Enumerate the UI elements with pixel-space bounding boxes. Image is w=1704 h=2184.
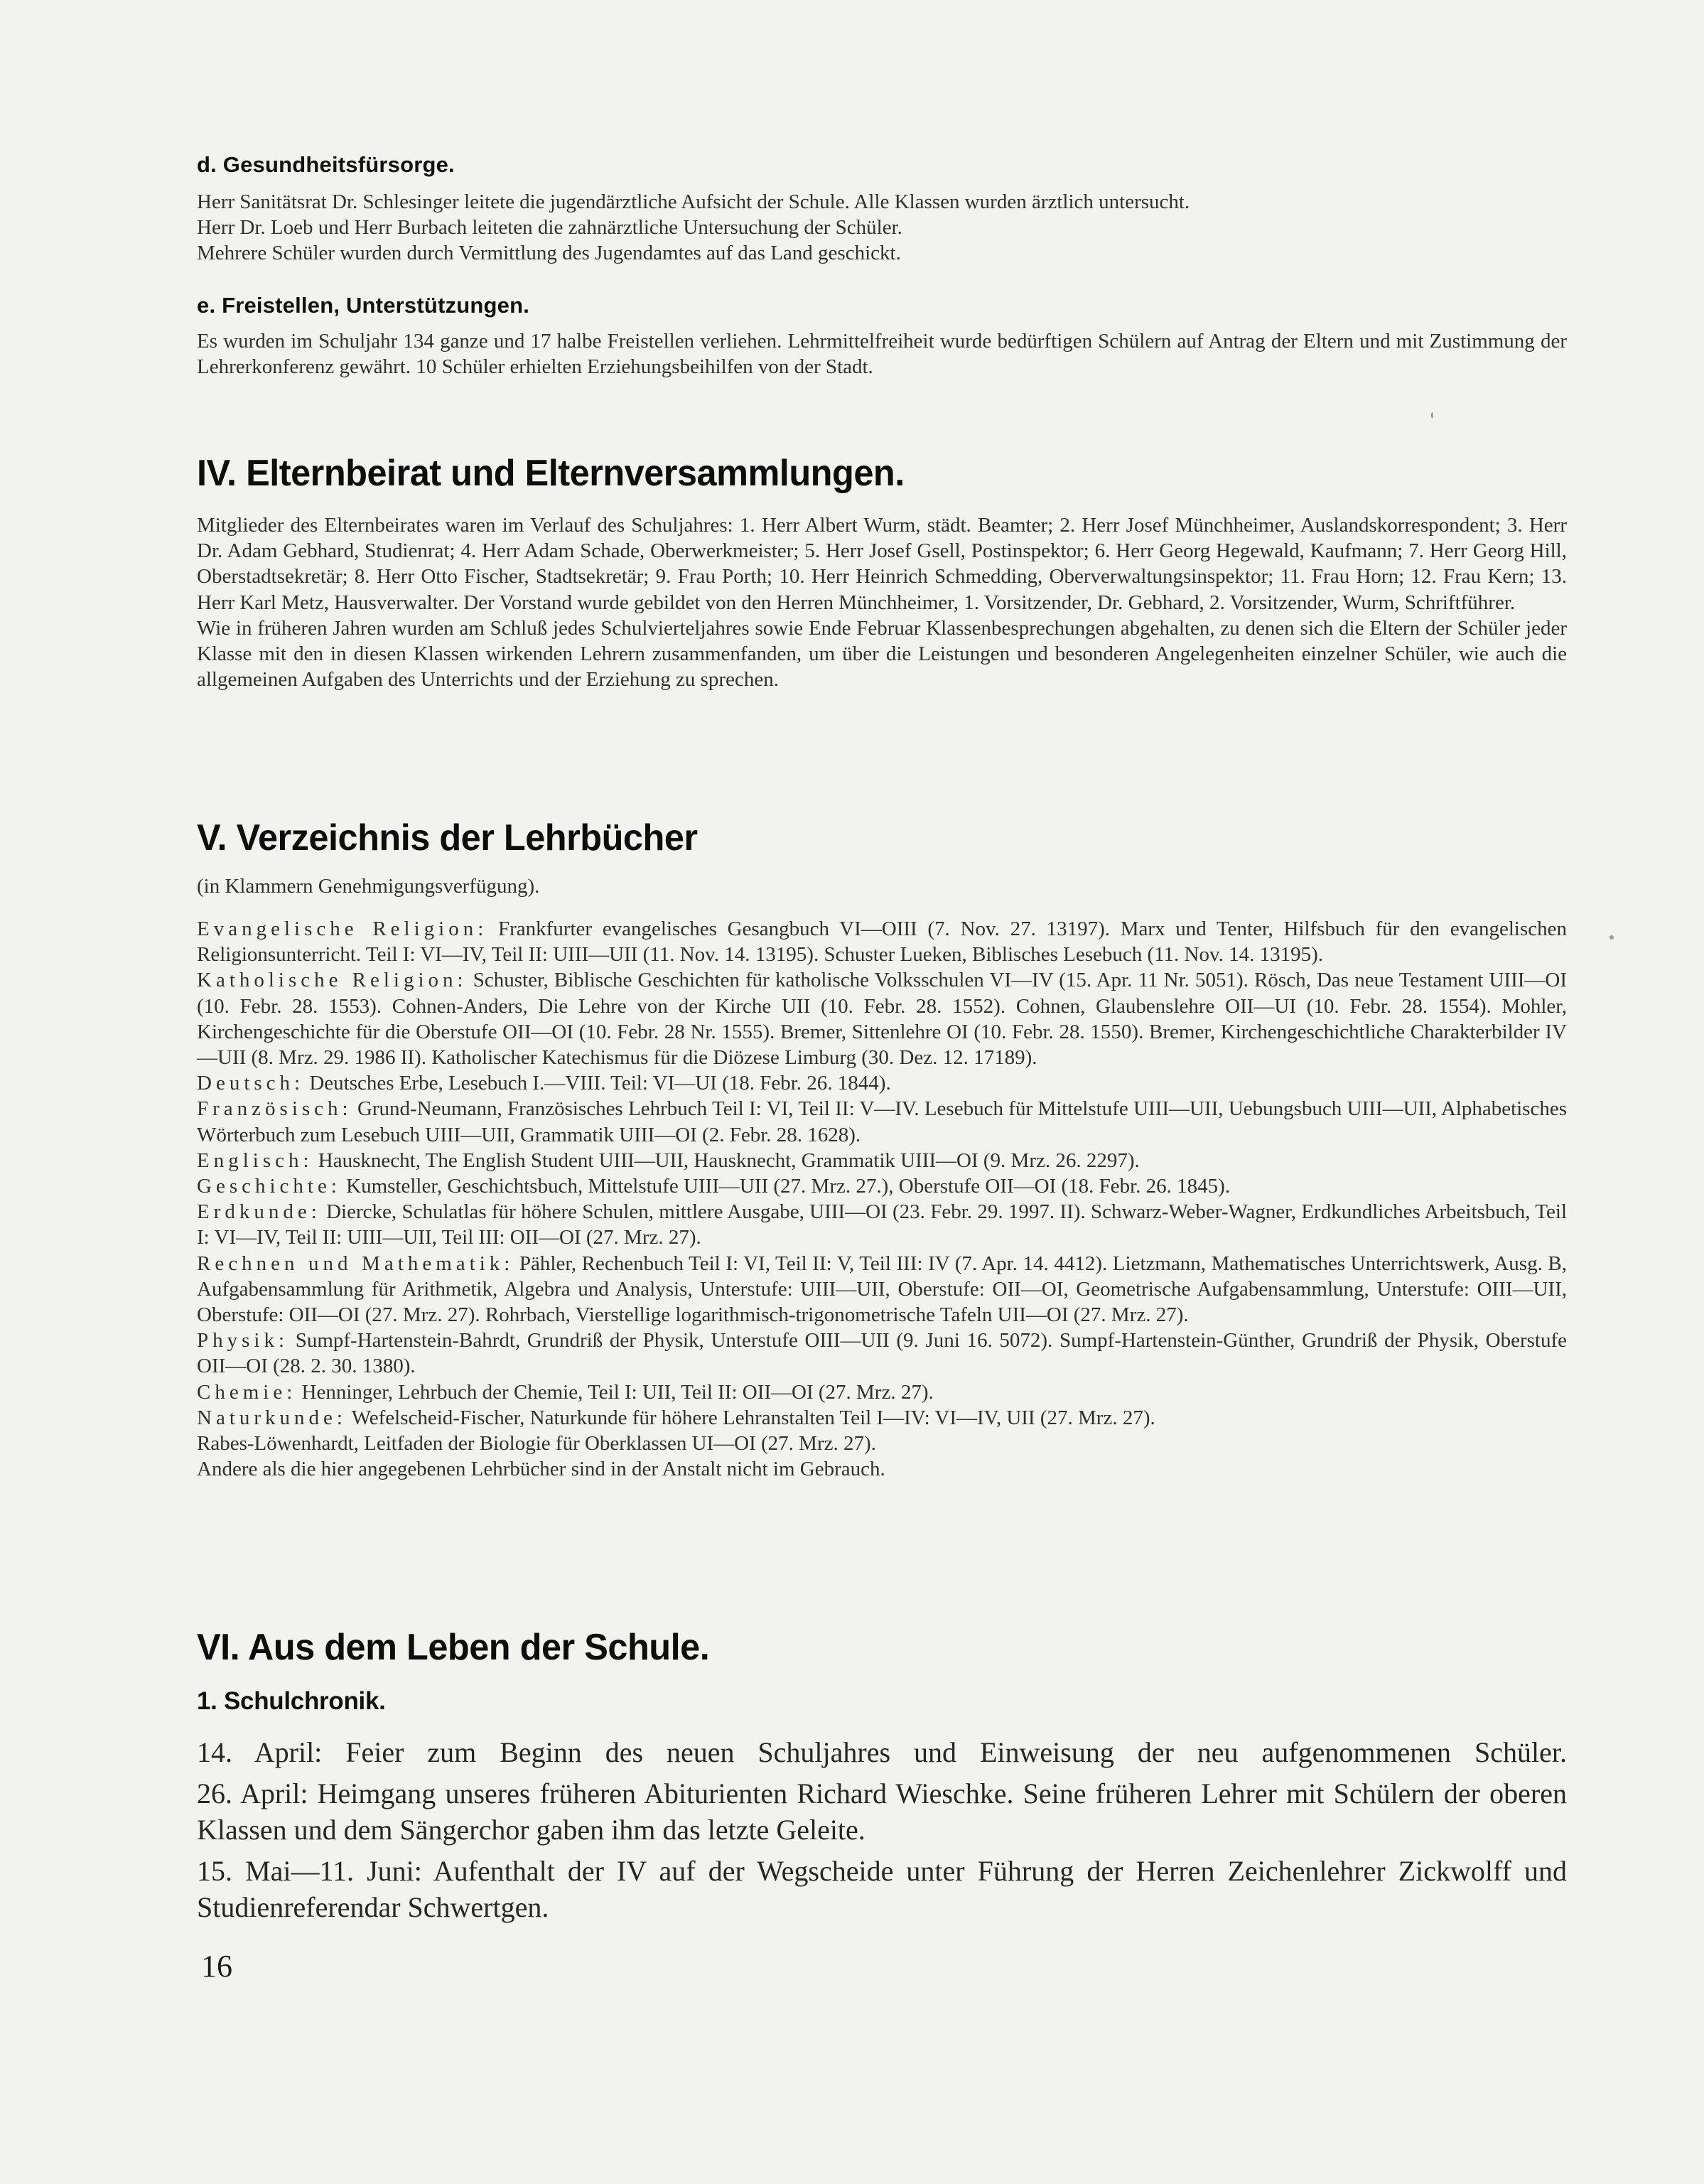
textbook-entry-naturkunde — [197, 1405, 1567, 1431]
textbook-entry-katholische-religion — [197, 967, 1567, 1070]
section-vi-heading: VI. Aus dem Leben der Schule. — [197, 1627, 710, 1668]
entry-text: Henninger, Lehrbuch der Chemie, Teil I: UII, Teil II: OII—OI (27. Mrz. 27). — [296, 1380, 934, 1404]
entry-text: Hausknecht, The English Student UIII—UII, Hausknecht, Grammatik UIII—OI (9. Mrz. 26. 2297). — [313, 1149, 1140, 1172]
subject-label: Chemie: — [197, 1380, 297, 1404]
school-chronicle — [197, 1734, 1567, 1930]
textbook-extra-line-2: Andere als die hier angegebenen Lehrbücher sind in der Anstalt nicht im Gebrauch. — [197, 1458, 885, 1481]
subject-label: Geschichte: — [197, 1175, 341, 1198]
subject-label: Naturkunde: — [197, 1406, 347, 1429]
textbook-entry-englisch — [197, 1148, 1567, 1173]
page-number: 16 — [201, 1949, 232, 1984]
entry-text: Kumsteller, Geschichtsbuch, Mittelstufe UIII—UII (27. Mrz. 27.), Oberstufe OII—OI (18. Febr. 26. 1845). — [340, 1175, 1231, 1198]
section-v-heading: V. Verzeichnis der Lehrbücher — [197, 817, 698, 859]
subject-label: Katholische Religion: — [197, 969, 468, 992]
section-d-line-2: Herr Dr. Loeb und Herr Burbach leiteten die zahnärztliche Untersuchung der Schüler. — [197, 216, 902, 240]
textbook-entry-evangelische-religion — [197, 916, 1567, 967]
textbook-entry-erdkunde — [197, 1199, 1567, 1250]
entry-text: Sumpf-Hartenstein-Bahrdt, Grundriß der Physik, Unterstufe OIII—UII (9. Juni 16. 5072). Sumpf-Hartenstein-Günther, Grundriß der Physik, Oberstufe OII—OI (28. 2. 30. 1380). — [197, 1329, 1567, 1378]
subject-label: Rechnen und Mathematik: — [197, 1252, 514, 1275]
entry-text: Frankfurter evangelisches Gesangbuch VI—OIII (7. Nov. 27. 13197). Marx und Tenter, Hilfsbuch für den evangelischen Religionsunterricht. Teil I: VI—IV, Teil II: UIII—UII (11. Nov. 14. 13195). Schuster Lueken, Biblisches Lesebuch (11. Nov. 14. 13195). — [197, 918, 1567, 967]
textbook-entry-physik — [197, 1328, 1567, 1379]
textbook-entry-deutsch — [197, 1070, 1567, 1096]
subject-label: Englisch: — [197, 1149, 313, 1172]
textbook-entry-mathematik — [197, 1251, 1567, 1328]
section-e-body — [197, 328, 1567, 380]
textbook-entry-geschichte — [197, 1173, 1567, 1199]
subject-label: Deutsch: — [197, 1072, 305, 1095]
section-d-line-1: Herr Sanitätsrat Dr. Schlesinger leitete die jugendärztliche Aufsicht der Schule. Alle Klassen wurden ärztlich untersucht. — [197, 190, 1190, 213]
scan-speck — [1609, 935, 1614, 940]
section-iv-paragraph-2: Wie in früheren Jahren wurden am Schluß jedes Schulvierteljahres sowie Ende Februar Klassenbesprechungen abgehalten, zu denen sich die Eltern der Schüler jeder Klasse mit den in diesen Klassen wirkenden Lehrern zusammenfanden, um über die Leistungen und besonderen Angelegenheiten einzelner Schüler, wie auch die allgemeinen Aufgaben des Unterrichts und der Erziehung zu sprechen. — [197, 616, 1567, 692]
entry-text: Diercke, Schulatlas für höhere Schulen, mittlere Ausgabe, UIII—OI (23. Febr. 29. 1997. II). Schwarz-Weber-Wagner, Erdkundliches Arbeitsbuch, Teil I: VI—IV, Teil II: UIII—UII, Teil III: OII—OI (27. Mrz. 27). — [197, 1200, 1567, 1249]
section-vi-subheading: 1. Schulchronik. — [197, 1687, 386, 1715]
textbook-entry-franzoesisch — [197, 1096, 1567, 1147]
section-iv-paragraph-1: Mitglieder des Elternbeirates waren im Verlauf des Schuljahres: 1. Herr Albert Wurm, städt. Beamter; 2. Herr Josef Münchheimer, Auslandskorrespondent; 3. Herr Dr. Adam Gebhard, Studienrat; 4. Herr Adam Schade, Oberwerkmeister; 5. Herr Josef Gsell, Postinspektor; 6. Herr Georg Hegewald, Kaufmann; 7. Herr Georg Hill, Oberstadtsekretär; 8. Herr Otto Fischer, Stadtsekretär; 9. Frau Porth; 10. Herr Heinrich Schmedding, Oberverwaltungsinspektor; 11. Frau Horn; 12. Frau Kern; 13. Herr Karl Metz, Hausverwalter. Der Vorstand wurde gebildet von den Herren Münchheimer, 1. Vorsitzender, Dr. Gebhard, 2. Vorsitzender, Wurm, Schriftführer. — [197, 514, 1567, 614]
section-d-line-3: Mehrere Schüler wurden durch Vermittlung des Jugendamtes auf das Land geschickt. — [197, 242, 901, 265]
section-d-body — [197, 189, 1567, 267]
entry-text: Deutsches Erbe, Lesebuch I.—VIII. Teil: VI—UI (18. Febr. 26. 1844). — [304, 1072, 891, 1095]
subject-label: Französisch: — [197, 1097, 352, 1121]
chronicle-entry: 26. April: Heimgang unseres früheren Abiturienten Richard Wieschke. Seine früheren Lehrer mit Schülern der oberen Klassen und dem Sängerchor gaben ihm das letzte Geleite. — [197, 1777, 1567, 1846]
section-iv-body — [197, 512, 1567, 692]
section-e-heading: e. Freistellen, Unterstützungen. — [197, 293, 530, 318]
textbook-list — [197, 916, 1567, 1482]
textbook-extra-line-1: Rabes-Löwenhardt, Leitfaden der Biologie für Oberklassen UI—OI (27. Mrz. 27). — [197, 1432, 876, 1456]
entry-text: Pähler, Rechenbuch Teil I: VI, Teil II: V, Teil III: IV (7. Apr. 14. 4412). Lietzmann, Mathematisches Unterrichtswerk, Ausg. B, Aufgabensammlung für Arithmetik, Algebra und Analysis, Unterstufe: UIII—UII, Oberstufe: OII—OI, Geometrische Aufgabensammlung, Unterstufe: OIII—UII, Oberstufe: OII—OI (27. Mrz. 27). Rohrbach, Vierstellige logarithmisch-trigonometrische Tafeln UII—OI (27. Mrz. 27). — [197, 1252, 1567, 1327]
subject-label: Evangelische Religion: — [197, 918, 488, 940]
section-v-subtitle-text: (in Klammern Genehmigungsverfügung). — [197, 875, 540, 898]
scan-speck — [1431, 412, 1433, 419]
chronicle-entry: 15. Mai—11. Juni: Aufenthalt der IV auf der Wegscheide unter Führung der Herren Zeichenlehrer Zickwolff und Studienreferendar Schwertgen. — [197, 1855, 1567, 1923]
entry-text: Wefelscheid-Fischer, Naturkunde für höhere Lehranstalten Teil I—IV: VI—IV, UII (27. Mrz. 27). — [346, 1406, 1155, 1429]
chronicle-entry: 14. April: Feier zum Beginn des neuen Schuljahres und Einweisung der neu aufgenommenen Schüler. — [197, 1736, 1567, 1768]
section-e-paragraph: Es wurden im Schuljahr 134 ganze und 17 halbe Freistellen verliehen. Lehrmittelfreiheit wurde bedürftigen Schülern auf Antrag der Eltern und mit Zustimmung der Lehrerkonferenz gewährt. 10 Schüler erhielten Erziehungsbeihilfen von der Stadt. — [197, 330, 1567, 379]
section-iv-heading: IV. Elternbeirat und Elternversammlungen. — [197, 453, 905, 494]
subject-label: Erdkunde: — [197, 1200, 321, 1224]
section-d-heading: d. Gesundheitsfürsorge. — [197, 152, 455, 177]
section-v-subtitle — [197, 873, 1567, 899]
entry-text: Schuster, Biblische Geschichten für katholische Volksschulen VI—IV (15. Apr. 11 Nr. 5051). Rösch, Das neue Testament UIII—OI (10. Febr. 28. 1553). Cohnen-Anders, Die Lehre von der Kirche UII (10. Febr. 28. 1552). Cohnen, Glaubenslehre OII—UI (10. Febr. 28. 1554). Mohler, Kirchengeschichte für die Oberstufe OII—OI (10. Febr. 28 Nr. 1555). Bremer, Sittenlehre OI (10. Febr. 28. 1550). Bremer, Kirchengeschichtliche Charakterbilder IV—UII (8. Mrz. 29. 1986 II). Katholischer Katechismus für die Diözese Limburg (30. Dez. 12. 17189). — [197, 969, 1567, 1070]
entry-text: Grund-Neumann, Französisches Lehrbuch Teil I: VI, Teil II: V—IV. Lesebuch für Mittelstufe UIII—UII, Uebungsbuch UIII—UII, Alphabetisches Wörterbuch zum Lesebuch UIII—UII, Grammatik UIII—OI (2. Febr. 28. 1628). — [197, 1097, 1567, 1146]
subject-label: Physik: — [197, 1329, 289, 1352]
textbook-entry-chemie — [197, 1379, 1567, 1405]
